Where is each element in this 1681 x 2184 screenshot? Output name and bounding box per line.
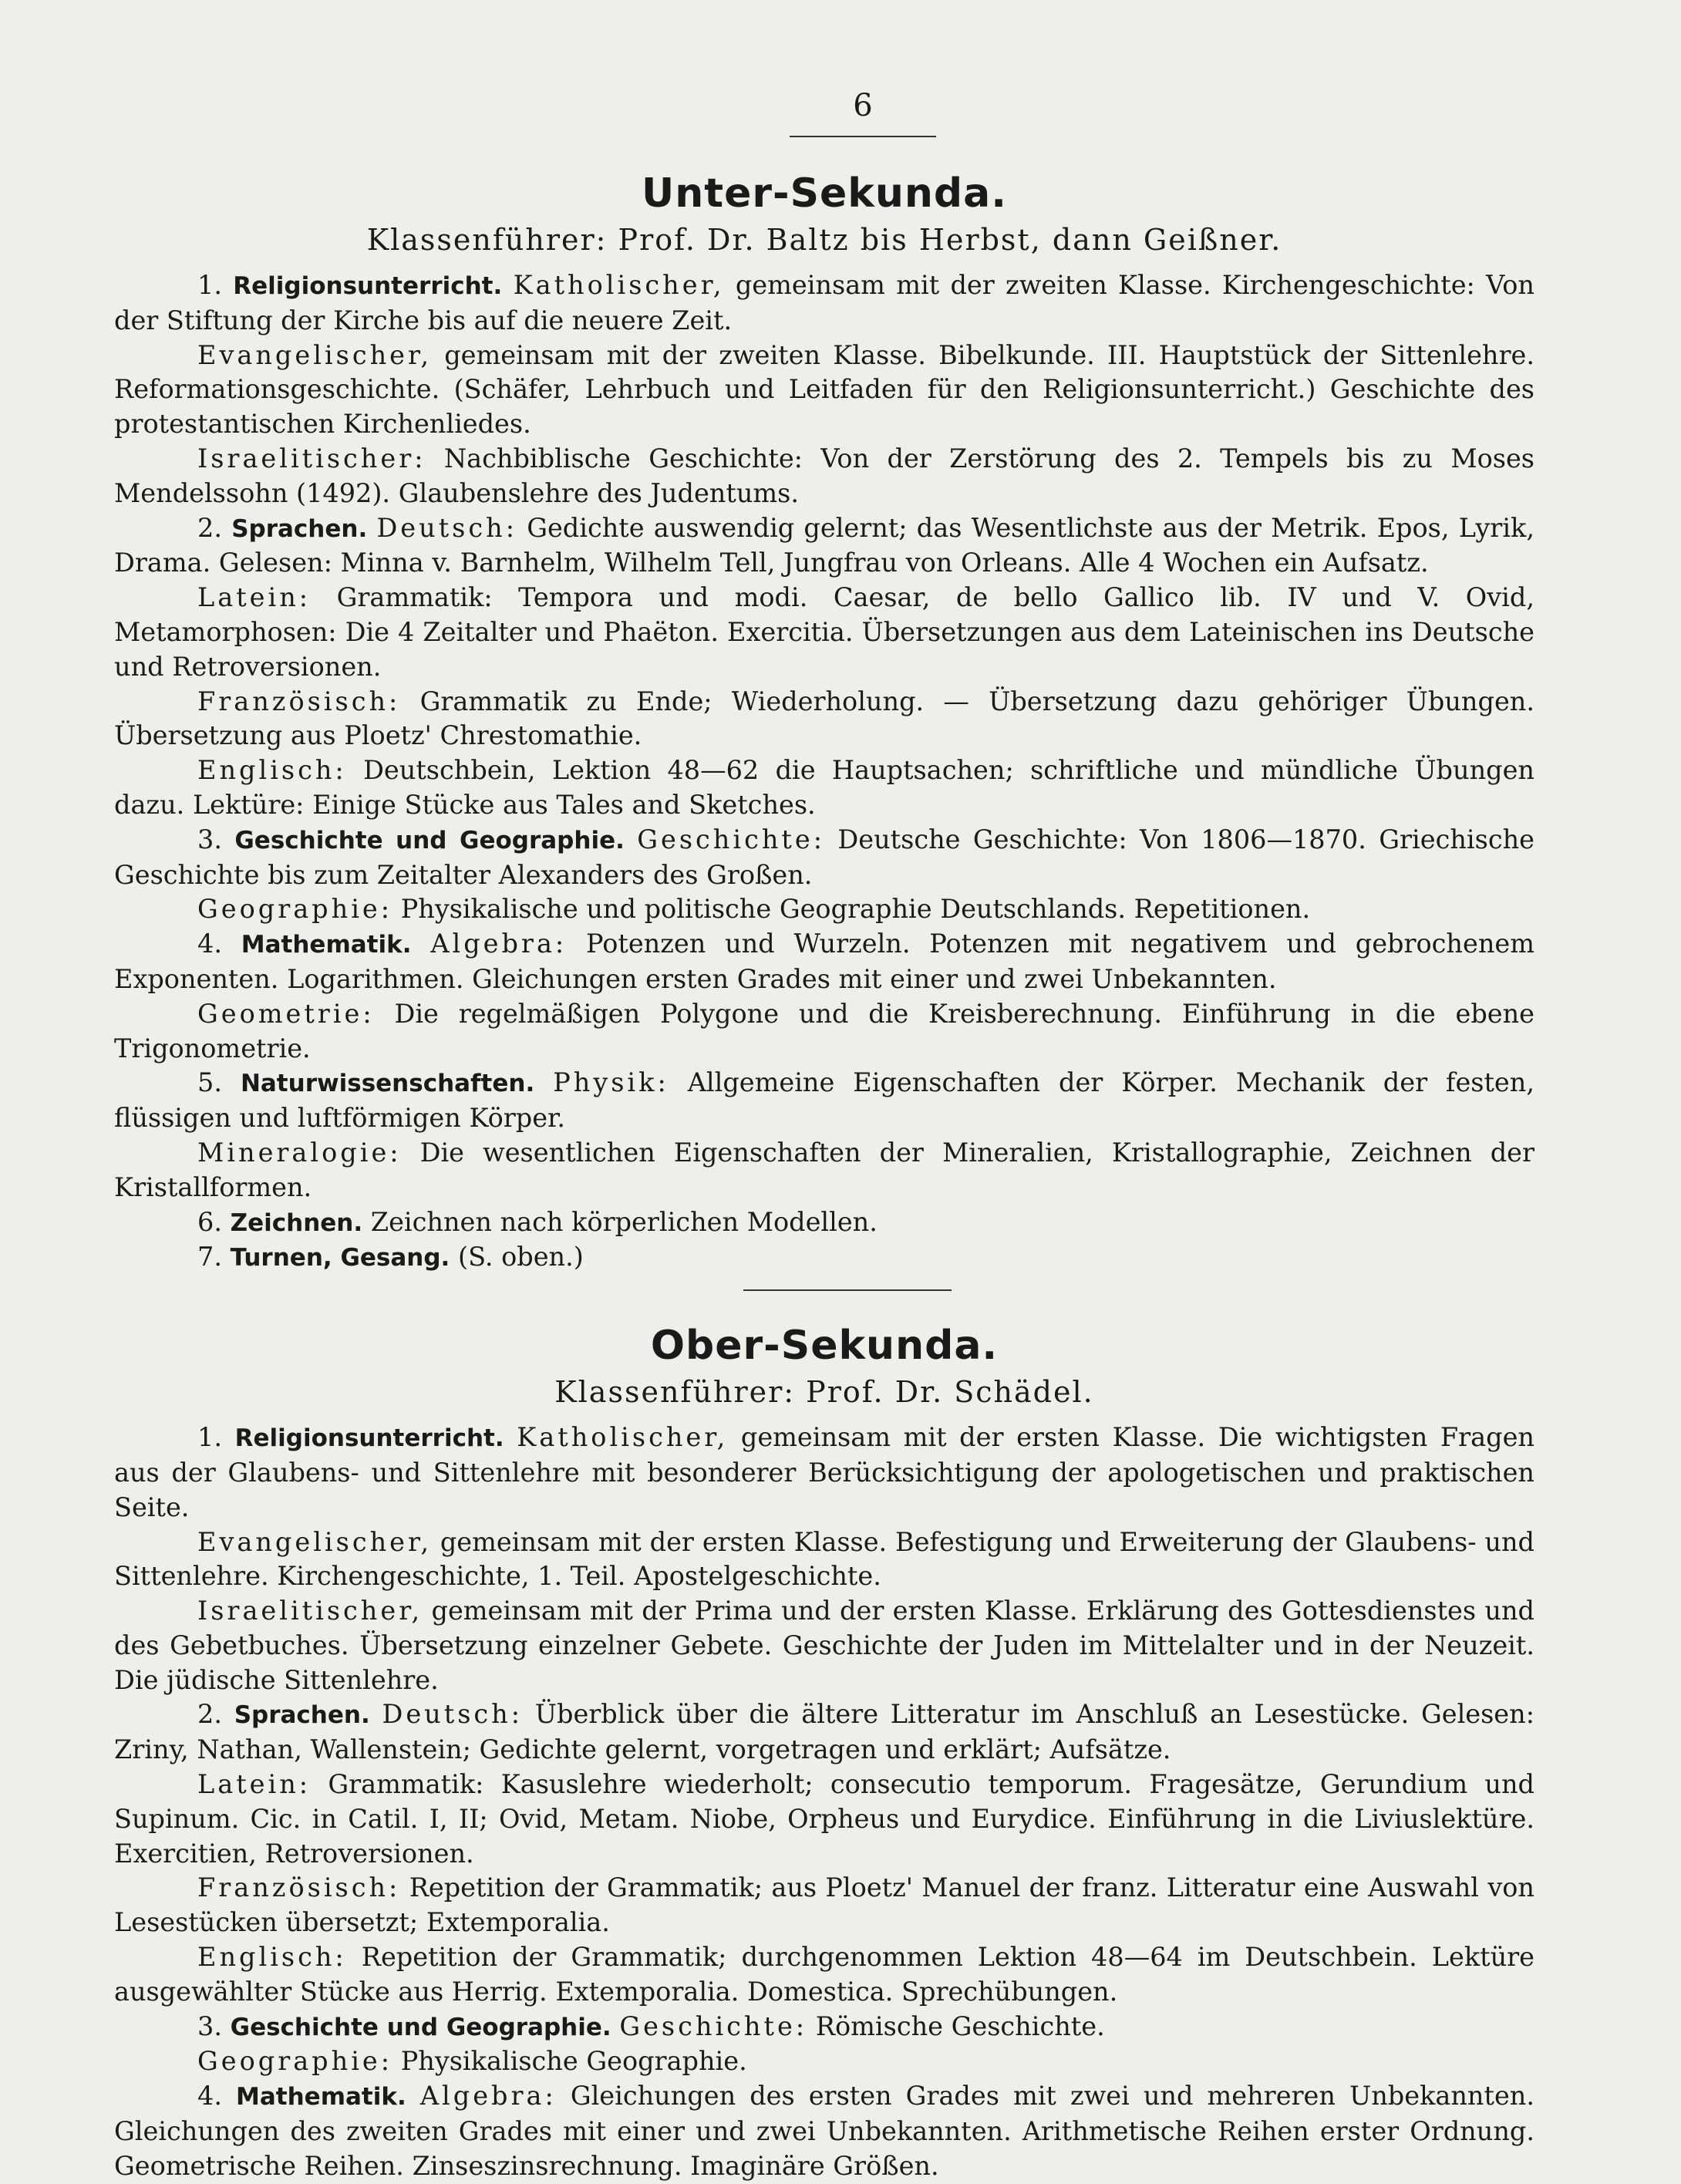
curriculum-paragraph [114, 442, 1534, 511]
curriculum-paragraph [114, 1768, 1534, 1871]
subtopic-label: Geometrie: [197, 998, 375, 1029]
curriculum-paragraph [114, 339, 1534, 442]
class-teacher: Klassenführer: Prof. Dr. Baltz bis Herbst, dann Geißner. [366, 223, 1282, 257]
section-title: Unter-Sekunda. [641, 170, 1007, 217]
paragraph-text: Nachbiblische Geschichte: Von der Zerstörung des 2. Tempels bis zu Moses Mendelssohn (1492). Glaubenslehre des Judentums. [114, 443, 1534, 508]
paragraph-text: Grammatik zu Ende; Wiederholung. — Übersetzung dazu gehöriger Übungen. Übersetzung aus Ploetz' Chrestomathie. [114, 686, 1535, 751]
curriculum-paragraph [114, 1066, 1534, 1136]
paragraph-number: 1. [197, 270, 222, 300]
paragraph-text: Römische Geschichte. [815, 2010, 1105, 2041]
curriculum-paragraph [114, 1136, 1534, 1205]
paragraph-text: Physikalische und politische Geographie Deutschlands. Repetitionen. [400, 894, 1311, 925]
paragraph-text: Repetition der Grammatik; aus Ploetz' Manuel der franz. Litteratur eine Auswahl von Lesestücken übersetzt; Extemporalia. [114, 1872, 1534, 1938]
paragraph-text: Allgemeine Eigenschaften der Körper. Mechanik der festen, flüssigen und luftförmigen Körper. [114, 1067, 1534, 1134]
section-unter-sekunda [114, 170, 1534, 1276]
class-teacher: Klassenführer: Prof. Dr. Schädel. [554, 1375, 1094, 1410]
paragraph-text: Gedichte auswendig gelernt; das Wesentlichste aus der Metrik. Epos, Lyrik, Drama. Gelesen: Minna v. Barnhelm, Wilhelm Tell, Jungfrau von Orleans. Alle 4 Wochen ein Aufsatz. [114, 512, 1534, 578]
subject-heading: Religionsunterricht. [233, 272, 503, 300]
subject-heading: Zeichnen. [230, 1208, 363, 1237]
paragraph-text: Repetition der Grammatik; durchgenommen Lektion 48—64 im Deutschbein. Lektüre ausgewählter Stücke aus Herrig. Extemporalia. Domestica. Sprechübungen. [114, 1942, 1535, 2007]
curriculum-paragraph [114, 1871, 1534, 1940]
curriculum-paragraph [114, 268, 1534, 339]
curriculum-paragraph [114, 1240, 1534, 1276]
curriculum-paragraph [114, 892, 1534, 927]
paragraph-text: Die regelmäßigen Polygone und die Kreisberechnung. Einführung in die ebene Trigonometrie. [114, 998, 1535, 1063]
paragraph-number: 7. [197, 1242, 222, 1272]
subject-heading: Religionsunterricht. [234, 1424, 504, 1453]
subtopic-label: Geschichte: [619, 2010, 808, 2041]
paragraph-number: 6. [197, 1206, 222, 1237]
subject-heading: Geschichte und Geographie. [230, 2013, 611, 2041]
curriculum-paragraph [114, 1525, 1534, 1595]
subtopic-label: Algebra: [430, 929, 568, 959]
paragraph-text: Die wesentlichen Eigenschaften der Mineralien, Kristallographie, Zeichnen der Kristallformen. [114, 1137, 1534, 1202]
subject-heading: Mathematik. [236, 2083, 406, 2112]
curriculum-paragraph [114, 2010, 1534, 2045]
subtopic-label: Israelitischer: [197, 443, 426, 474]
paragraph-number: 3. [197, 824, 222, 854]
subtopic-label: Geographie: [197, 2046, 393, 2077]
paragraph-text: gemeinsam mit der ersten Klasse. Befestigung und Erweiterung der Glaubens- und Sittenlehre. Kirchengeschichte, 1. Teil. Apostelgeschichte. [114, 1526, 1534, 1592]
subtopic-label: Französisch: [197, 1872, 401, 1903]
header-rule [790, 136, 936, 137]
paragraph-number: 1. [197, 1422, 222, 1453]
subtopic-label: Englisch: [197, 1942, 347, 1973]
subtopic-label: Englisch: [197, 755, 347, 786]
paragraph-number: 2. [197, 1699, 222, 1730]
subtopic-label: Katholischer, [513, 270, 725, 300]
curriculum-paragraph [114, 997, 1534, 1067]
subtopic-label: Deutsch: [376, 512, 517, 543]
paragraph-text: Deutschbein, Lektion 48—62 die Hauptsachen; schriftliche und mündliche Übungen dazu. Lektüre: Einige Stücke aus Tales and Sketches. [114, 755, 1535, 820]
paragraph-text: (S. oben.) [458, 1242, 584, 1272]
paragraph-text: Potenzen und Wurzeln. Potenzen mit negativem und gebrochenem Exponenten. Logarithmen. Gleichungen ersten Grades mit einer und zwei Unbekannten. [114, 929, 1534, 994]
curriculum-paragraph [114, 927, 1534, 997]
curriculum-paragraph [114, 2079, 1534, 2183]
paragraph-text: gemeinsam mit der zweiten Klasse. Kirchengeschichte: Von der Stiftung der Kirche bis auf die neuere Zeit. [114, 270, 1534, 335]
curriculum-paragraph [114, 823, 1534, 893]
subtopic-label: Französisch: [197, 686, 401, 716]
curriculum-paragraph [114, 1421, 1534, 1525]
curriculum-paragraph [114, 1697, 1534, 1768]
paragraph-number: 4. [197, 929, 222, 959]
subject-heading: Sprachen. [234, 1701, 370, 1730]
subtopic-label: Geographie: [197, 894, 393, 925]
section-ober-sekunda [114, 1322, 1534, 2184]
curriculum-paragraph [114, 753, 1534, 823]
subtopic-label: Deutsch: [382, 1699, 524, 1730]
paragraph-text: Überblick über die ältere Litteratur im Anschluß an Lesestücke. Gelesen: Zriny, Nathan, Wallenstein; Gedichte gelernt, vorgetragen und erklärt; Aufsätze. [114, 1699, 1534, 1765]
subject-heading: Naturwissenschaften. [240, 1070, 535, 1098]
subtopic-label: Physik: [553, 1067, 669, 1098]
subtopic-label: Evangelischer, [197, 1526, 432, 1557]
curriculum-paragraph [114, 511, 1534, 581]
subtopic-label: Israelitischer, [197, 1596, 423, 1626]
subject-heading: Sprachen. [231, 514, 368, 543]
curriculum-paragraph [114, 1940, 1534, 2010]
paragraph-number: 4. [197, 2081, 222, 2112]
subtopic-label: Evangelischer, [197, 339, 432, 370]
paragraph-number: 2. [197, 512, 222, 543]
paragraph-text: Deutsche Geschichte: Von 1806—1870. Griechische Geschichte bis zum Zeitalter Alexanders des Großen. [114, 824, 1534, 890]
paragraph-text: gemeinsam mit der zweiten Klasse. Bibelkunde. III. Hauptstück der Sittenlehre. Reformationsgeschichte. (Schäfer, Lehrbuch und Leitfaden für den Religionsunterricht.) Geschichte des protestantischen Kirchenliedes. [114, 339, 1534, 440]
paragraph-text: gemeinsam mit der ersten Klasse. Die wichtigsten Fragen aus der Glaubens- und Sittenlehre mit besonderer Berücksichtigung der apologetischen und praktischen Seite. [114, 1422, 1534, 1522]
curriculum-paragraph [114, 1205, 1534, 1241]
curriculum-paragraph [114, 581, 1534, 684]
subtopic-label: Algebra: [419, 2081, 557, 2112]
curriculum-list [114, 268, 1534, 1276]
subject-heading: Geschichte und Geographie. [234, 826, 625, 854]
curriculum-paragraph [114, 1594, 1534, 1697]
paragraph-text: gemeinsam mit der Prima und der ersten Klasse. Erklärung des Gottesdienstes und des Gebetbuches. Übersetzung einzelner Gebete. Geschichte der Juden im Mittelalter und in der Neuzeit. Die jüdische Sittenlehre. [114, 1596, 1534, 1695]
subtopic-label: Latein: [197, 1769, 312, 1800]
subtopic-label: Katholischer, [517, 1422, 729, 1453]
page-number: 6 [853, 88, 873, 123]
subtopic-label: Geschichte: [637, 824, 826, 854]
subtopic-label: Latein: [197, 582, 312, 613]
curriculum-list [114, 1421, 1534, 2184]
subject-heading: Mathematik. [241, 931, 412, 959]
paragraph-text: Grammatik: Kasuslehre wiederholt; consecutio temporum. Fragesätze, Gerundium und Supinum. Cic. in Catil. I, II; Ovid, Metam. Niobe, Orpheus und Eurydice. Einführung in die Liviuslektüre. Exercitien, Retroversionen. [114, 1769, 1534, 1869]
curriculum-paragraph [114, 685, 1534, 754]
subject-heading: Turnen, Gesang. [230, 1244, 450, 1272]
paragraph-text: Physikalische Geographie. [400, 2046, 747, 2077]
section-divider [743, 1289, 952, 1291]
paragraph-text: Grammatik: Tempora und modi. Caesar, de bello Gallico lib. IV und V. Ovid, Metamorphosen: Die 4 Zeitalter und Phaëton. Exercitia. Übersetzungen aus dem Lateinischen ins Deutsche und Retroversionen. [114, 582, 1534, 682]
paragraph-number: 3. [197, 2010, 222, 2041]
paragraph-text: Zeichnen nach körperlichen Modellen. [370, 1206, 878, 1237]
paragraph-number: 5. [197, 1067, 222, 1098]
subtopic-label: Mineralogie: [197, 1137, 402, 1168]
paragraph-text: Gleichungen des ersten Grades mit zwei und mehreren Unbekannten. Gleichungen des zweiten Grades mit einer und zwei Unbekannten. Arithmetische Reihen erster Ordnung. Geometrische Reihen. Zinseszinsrechnung. Imaginäre Größen. [114, 2081, 1534, 2181]
curriculum-paragraph [114, 2044, 1534, 2079]
section-title: Ober-Sekunda. [650, 1323, 999, 1370]
